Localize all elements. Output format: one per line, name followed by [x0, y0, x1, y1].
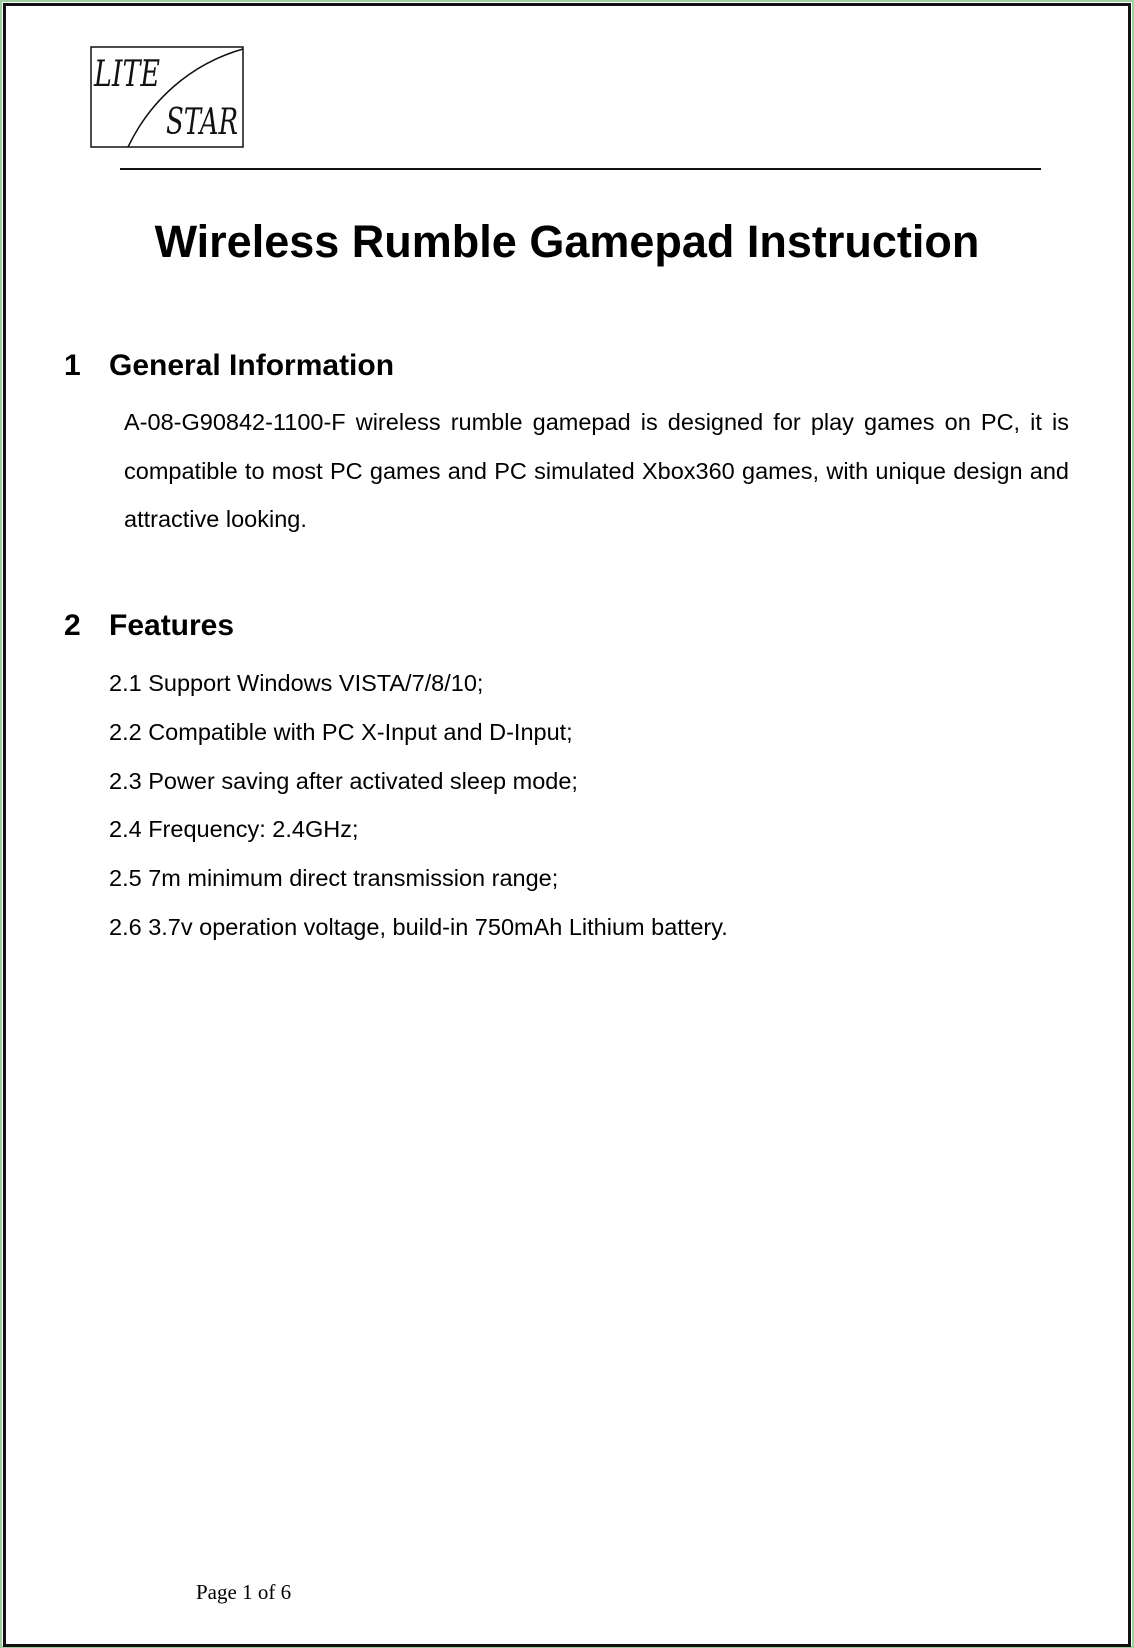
document-title: Wireless Rumble Gamepad Instruction — [154, 216, 980, 267]
feature-item: 2.4 Frequency: 2.4GHz; — [109, 816, 359, 843]
section-heading-features — [64, 606, 234, 646]
logo-graphic — [90, 46, 244, 148]
section-title: Features — [109, 609, 235, 642]
header-rule — [120, 168, 1041, 170]
logo-text-star: STAR — [166, 102, 238, 143]
feature-item: 2.1 Support Windows VISTA/7/8/10; — [109, 670, 484, 696]
logo-text-lite: LITE — [93, 54, 160, 95]
lite-star-logo — [90, 46, 244, 148]
general-information-paragraph: A-08-G90842-1100-F wireless rumble gamepad is designed for play games on PC, it is compatible to most PC games and PC simulated Xbox360 games, with unique design and attractive looking. — [124, 409, 1069, 532]
feature-item: 2.6 3.7v operation voltage, build-in 750mAh Lithium battery. — [109, 913, 728, 940]
section-number: 1 — [64, 349, 81, 382]
feature-item: 2.3 Power saving after activated sleep mode; — [109, 767, 578, 794]
feature-item: 2.5 7m minimum direct transmission range; — [109, 865, 559, 892]
feature-item: 2.2 Compatible with PC X-Input and D-Input; — [109, 718, 573, 745]
features-list — [109, 659, 728, 952]
section-number: 2 — [64, 609, 81, 642]
section-title: General Information — [109, 349, 395, 382]
page-number-footer: Page 1 of 6 — [196, 1580, 292, 1604]
section-heading-general-information — [64, 346, 394, 386]
